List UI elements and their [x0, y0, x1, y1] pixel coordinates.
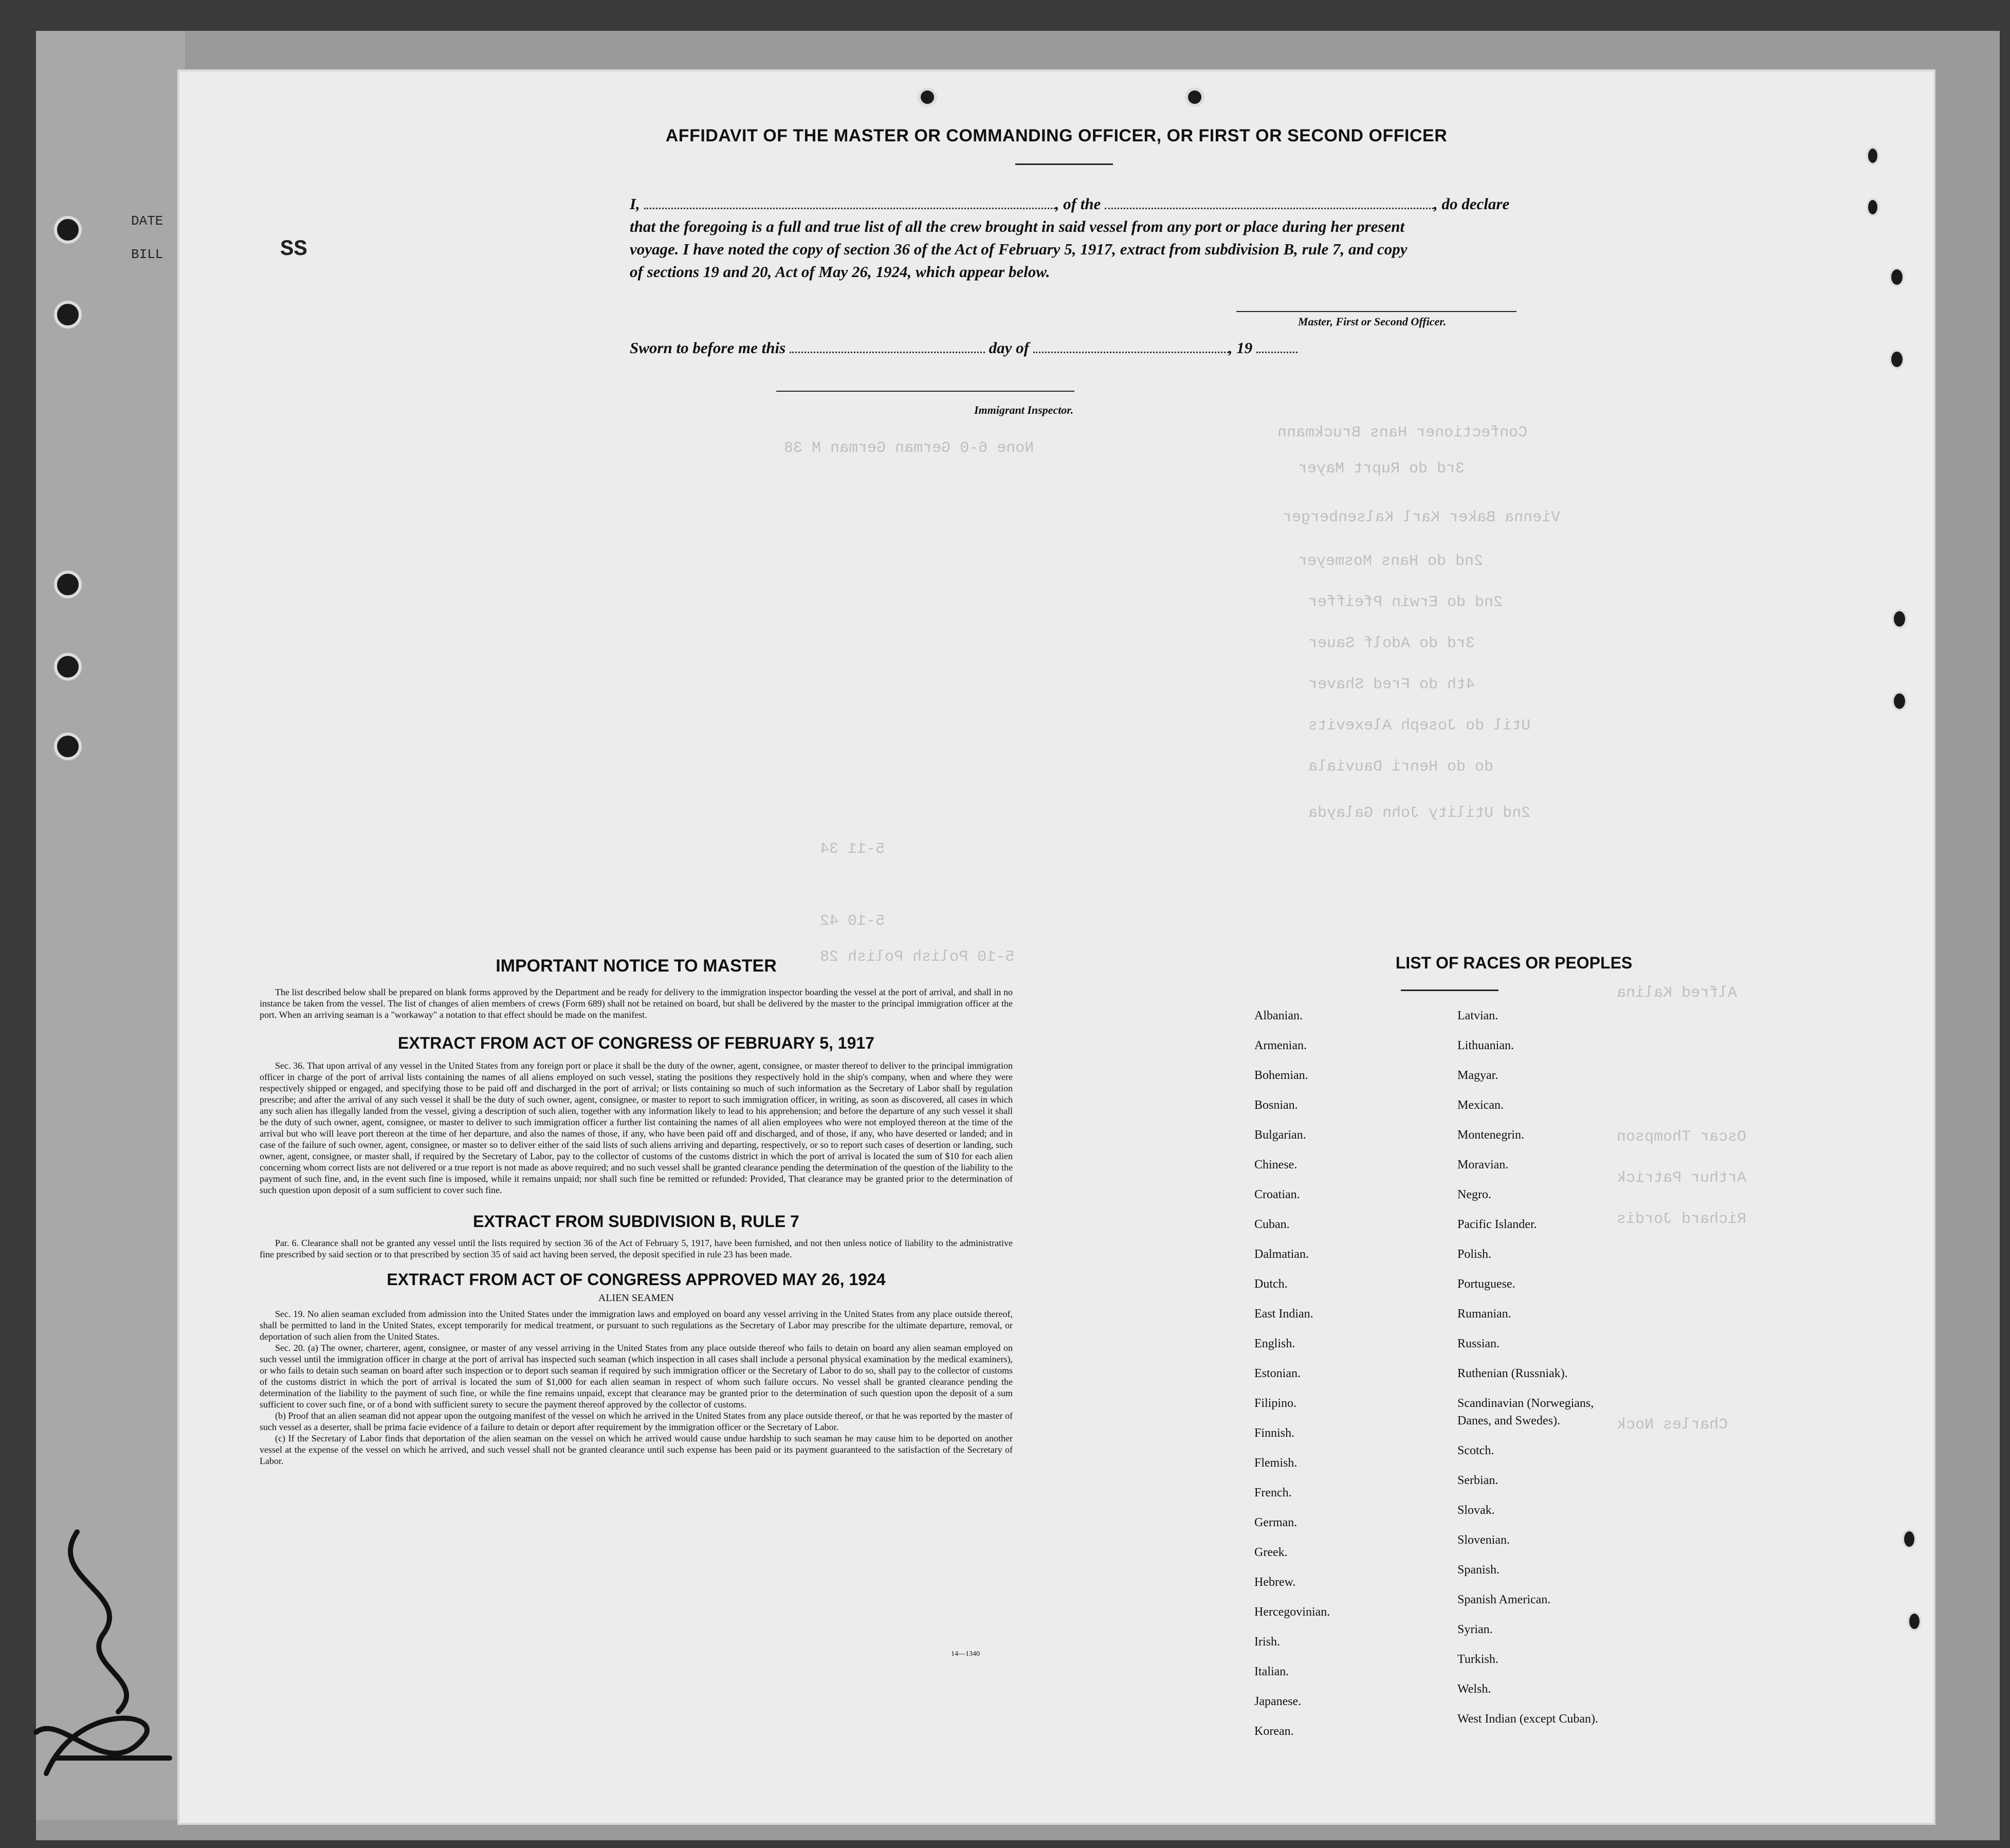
- race-item: Turkish.: [1457, 1653, 1499, 1666]
- sworn-year-blank[interactable]: [1256, 350, 1298, 353]
- race-item: Croatian.: [1254, 1188, 1300, 1201]
- race-item: Irish.: [1254, 1635, 1280, 1649]
- race-item: Scotch.: [1457, 1444, 1494, 1457]
- race-item: Ruthenian (Russniak).: [1457, 1367, 1568, 1380]
- race-item: Moravian.: [1457, 1158, 1509, 1172]
- title-underline: [1015, 163, 1113, 165]
- notice-section: [260, 956, 1013, 1467]
- bleed-through-text: None 6-0 German German M 38: [784, 440, 1034, 457]
- edge-mark: [1889, 350, 1905, 369]
- punch-hole: [54, 653, 82, 681]
- race-item: Finnish.: [1254, 1426, 1295, 1440]
- edge-mark: [1866, 147, 1879, 165]
- declaration-line-4: of sections 19 and 20, Act of May 26, 1924, which appear below.: [630, 263, 1050, 281]
- race-item: Syrian.: [1457, 1623, 1493, 1636]
- race-item: Magyar.: [1457, 1069, 1499, 1082]
- race-item: Bosnian.: [1254, 1099, 1298, 1112]
- race-item: Dutch.: [1254, 1277, 1288, 1291]
- bleed-through-text: Vienna Baker Karl Kalsenberger: [1283, 509, 1561, 526]
- race-item: French.: [1254, 1486, 1292, 1499]
- race-item: Dalmatian.: [1254, 1248, 1309, 1261]
- bleed-through-text: 3rd do Ruprt Mayer: [1298, 460, 1465, 478]
- race-item: Pacific Islander.: [1457, 1218, 1537, 1231]
- edge-mark: [1902, 1529, 1916, 1549]
- punch-hole: [54, 733, 82, 760]
- race-item: Korean.: [1254, 1725, 1294, 1738]
- races-column-2: [1457, 1001, 1598, 1734]
- sworn-line: [630, 337, 1298, 359]
- bleed-through-text: Util do Joseph Alexevits: [1308, 717, 1531, 735]
- race-item: Slovak.: [1457, 1504, 1495, 1517]
- bleed-through-text: 4th do Fred Shaver: [1308, 676, 1475, 693]
- race-item: Montenegrin.: [1457, 1128, 1524, 1142]
- sworn-day-blank[interactable]: [790, 350, 985, 353]
- affidavit-page: [177, 69, 1935, 1825]
- inspector-signature-caption: Immigrant Inspector.: [974, 404, 1074, 416]
- sworn-month-blank[interactable]: [1033, 350, 1229, 353]
- declaration-line-2: that the foregoing is a full and true list of all the crew brought in said vessel from any port or place during her present: [630, 217, 1405, 235]
- day-of-label: day of: [989, 339, 1029, 357]
- race-item: Danes, and Swedes).: [1457, 1414, 1560, 1428]
- bleed-through-text: 5-10 Polish Polish 28: [820, 948, 1015, 966]
- handwriting-scribble: [15, 1516, 180, 1804]
- bleed-through-text: 2nd do Hans Mosmeyer: [1298, 553, 1484, 570]
- sec20b-body: (b) Proof that an alien seaman did not appear upon the outgoing manifest of the vessel on which he arrived in the United States from any place outside thereof, or that he was reported by the master of such vessel as a deserter, shall be prima facie evidence of a failure to detain or deport after requirement by the immigration officer or the Secretary of Labor.: [260, 1411, 1013, 1432]
- binding-hole: [1185, 87, 1204, 107]
- of-the-label: , of the: [1055, 195, 1101, 213]
- race-item: Greek.: [1254, 1546, 1288, 1559]
- left-strip-label-date: DATE: [131, 213, 163, 229]
- race-item: West Indian (except Cuban).: [1457, 1712, 1598, 1726]
- race-item: Spanish.: [1457, 1563, 1500, 1577]
- punch-hole: [54, 301, 82, 328]
- rule7-title: EXTRACT FROM SUBDIVISION B, RULE 7: [473, 1212, 799, 1231]
- edge-mark: [1892, 609, 1907, 629]
- bleed-through-text: do do Henri Dauviala: [1308, 758, 1494, 776]
- punch-hole: [54, 216, 82, 244]
- bleed-through-text: Confectioner Hans Bruckmann: [1277, 424, 1528, 442]
- notice-body: The list described below shall be prepared on blank forms approved by the Department and be ready for delivery to the immigration inspector boarding the vessel at the port of arrival, and shall in no instance be taken from the vessel. The list of changes of alien members of crews (Form 689) shall not be retained on board, but shall be delivered by the master to the principal immigration officer at the port. When an arriving seaman is a "workaway" a notation to that effect should be made on the manifest.: [260, 987, 1013, 1020]
- bleed-through-text: Charles Nock: [1617, 1416, 1728, 1434]
- race-item: Chinese.: [1254, 1158, 1298, 1172]
- race-item: Lithuanian.: [1457, 1039, 1514, 1052]
- race-item: Hercegovinian.: [1254, 1605, 1330, 1619]
- form-number: 14—1340: [951, 1650, 980, 1658]
- races-title-underline: [1401, 990, 1499, 991]
- race-item: Polish.: [1457, 1248, 1492, 1261]
- left-strip-label-bill: BILL: [131, 247, 163, 262]
- race-item: Spanish American.: [1457, 1593, 1551, 1606]
- bleed-through-text: 5-10 42: [820, 912, 885, 930]
- race-item: Bulgarian.: [1254, 1128, 1306, 1142]
- vessel-blank[interactable]: [1105, 206, 1434, 209]
- race-item: Flemish.: [1254, 1456, 1298, 1470]
- extract-1917-title: EXTRACT FROM ACT OF CONGRESS OF FEBRUARY 5, 1917: [398, 1034, 874, 1052]
- bleed-through-text: Arthur Patrick: [1617, 1169, 1747, 1187]
- rule7-body: Par. 6. Clearance shall not be granted any vessel until the lists required by section 36 of the Act of February 5, 1917, have been furnished, and not then unless notice of liability to the administrative fine prescribed by said section or to that prescribed by section 35 of said act having been served, the deposit specified in rule 23 has been made.: [260, 1238, 1013, 1259]
- edge-mark: [1907, 1612, 1922, 1631]
- race-item: Bohemian.: [1254, 1069, 1308, 1082]
- extract-1924-title: EXTRACT FROM ACT OF CONGRESS APPROVED MAY 26, 1924: [387, 1270, 886, 1289]
- race-item: Serbian.: [1457, 1474, 1499, 1487]
- bleed-through-text: Oscar Thompson: [1617, 1128, 1747, 1146]
- i-label: I,: [630, 195, 640, 213]
- race-item: Scandinavian (Norwegians,: [1457, 1397, 1594, 1410]
- race-item: Russian.: [1457, 1337, 1500, 1350]
- punch-hole: [54, 571, 82, 598]
- race-item: Cuban.: [1254, 1218, 1290, 1231]
- sec20a-body: Sec. 20. (a) The owner, charterer, agent, consignee, or master of any vessel arriving in the United States from any place outside thereof who fails to detain on board any alien seaman employed on such vessel until the immigration officer in charge at the port of arrival has inspected such seaman (which inspection in all cases shall include a personal physical examination by the medical examiners), or who fails to detain such seaman on board after such inspection or to deport such seaman if required by such immigration officer or the Secretary of Labor to do so, shall pay to the collector of customs of the customs district in which the port of arrival is located the sum of $1,000 for each alien seaman in respect of whom such failure occurs. No vessel shall be granted clearance pending the determination of the liability to the payment of such fine, or while the fine remains unpaid, except that clearance may be granted prior to the determination of such question upon the deposit of a sum sufficient to cover such fine, or of a bond with sufficient surety to secure the payment thereof approved by the collector of customs.: [260, 1343, 1013, 1410]
- name-blank[interactable]: [644, 206, 1055, 209]
- alien-seamen-subtitle: ALIEN SEAMEN: [598, 1292, 674, 1304]
- race-item: Hebrew.: [1254, 1576, 1296, 1589]
- bleed-through-text: 5-11 34: [820, 840, 885, 858]
- race-item: Armenian.: [1254, 1039, 1307, 1052]
- race-item: Negro.: [1457, 1188, 1491, 1201]
- sworn-label: Sworn to before me this: [630, 339, 786, 357]
- sec19-body: Sec. 19. No alien seaman excluded from admission into the United States under the immigration laws and employed on board any vessel arriving in the United States from any place outside thereof, shall be permitted to land in the United States, except temporarily for medical treatment, or pursuant to such regulations as the Secretary of Labor may prescribe for the ultimate departure, removal, or deportation of such alien from the United States.: [260, 1309, 1013, 1342]
- race-item: Portuguese.: [1457, 1277, 1515, 1291]
- declaration-line-3: voyage. I have noted the copy of section 36 of the Act of February 5, 1917, extract from subdivision B, rule 7, and copy: [630, 240, 1408, 258]
- bleed-through-text: 2nd do Erwin Pfeiffer: [1308, 594, 1503, 611]
- race-item: Japanese.: [1254, 1695, 1302, 1708]
- declaration-paragraph: [630, 193, 1753, 283]
- bleed-through-text: 3rd do Adolf Sauer: [1308, 635, 1475, 652]
- edge-mark: [1889, 267, 1905, 287]
- notice-title: IMPORTANT NOTICE TO MASTER: [496, 956, 777, 976]
- race-item: Latvian.: [1457, 1009, 1499, 1022]
- race-item: Mexican.: [1457, 1099, 1504, 1112]
- inspector-signature-line[interactable]: [776, 391, 1074, 392]
- race-item: Estonian.: [1254, 1367, 1301, 1380]
- race-item: East Indian.: [1254, 1307, 1313, 1321]
- race-item: Filipino.: [1254, 1397, 1297, 1410]
- year-prefix: , 19: [1228, 339, 1253, 357]
- races-column-1: [1254, 1001, 1330, 1746]
- bleed-through-text: Richard Jordis: [1617, 1211, 1747, 1228]
- race-item: Slovenian.: [1457, 1533, 1510, 1547]
- sec20c-body: (c) If the Secretary of Labor finds that deportation of the alien seaman on the vessel on which he arrived would cause undue hardship to such seaman he may cause him to be deported on another vessel at the expense of the vessel on which he arrived, and such vessel shall not be granted clearance until such expense has been paid or its payment guaranteed to the satisfaction of the Secretary of Labor.: [260, 1433, 1013, 1466]
- race-item: German.: [1254, 1516, 1298, 1529]
- race-item: Welsh.: [1457, 1682, 1491, 1696]
- bleed-through-text: Alfred Kalina: [1617, 984, 1738, 1002]
- races-title: LIST OF RACES OR PEOPLES: [1395, 954, 1633, 972]
- edge-mark: [1892, 691, 1907, 711]
- extract-1917-body: Sec. 36. That upon arrival of any vessel in the United States from any foreign port or place it shall be the duty of the owner, agent, consignee, or master thereof to deliver to the principal immigration officer in charge of the port of arrival lists containing the names of all aliens employed on such vessel, stating the positions they respectively hold in the ship's company, when and where they were respectively shipped or engaged, and specifying those to be paid off and discharged in the port of arrival; or lists containing so much of such information as the Secretary of Labor shall by regulation prescribe; and after the arrival of any such vessel it shall be the duty of such owner, agent, consignee, or master to report to such immigration officer, in writing, as soon as discovered, all cases in which any such alien has illegally landed from the vessel, giving a description of such alien, together with any information likely to lead to his apprehension; and before the departure of any such vessel it shall be the duty of such owner, agent, consignee, or master to deliver to such immigration officer a further list containing the names of all alien employees who were not employed thereon at the time of the arrival but who will leave port thereon at the time of her departure, and also the names of those, if any, who have been paid off and discharged, and of those, if any, who have deserted or landed; and in case of the failure of such owner, agent, consignee, or master so to deliver either of the said lists of such aliens arriving and departing, respectively, or so to report such cases of desertion or landing, such owner, agent, consignee, or master shall, if required by the Secretary of Labor, pay to the collector of customs of the customs district in which the port of arrival is located the sum of $10 for each alien concerning whom correct lists are not delivered or a true report is not made as above required; and no such vessel shall be granted clearance pending the determination of the question of the liability to the payment of such fine, and, in the event such fine is imposed, while it remains unpaid; nor shall such fine be remitted or refunded: Provided, That clearance may be granted prior to the determination of such question upon deposit of a sum sufficient to cover such fine.: [260, 1060, 1013, 1195]
- race-item: Albanian.: [1254, 1009, 1303, 1022]
- master-signature-line[interactable]: [1236, 311, 1516, 312]
- race-item: English.: [1254, 1337, 1295, 1350]
- binding-hole: [918, 87, 937, 107]
- affidavit-title: AFFIDAVIT OF THE MASTER OR COMMANDING OFFICER, OR FIRST OR SECOND OFFICER: [665, 126, 1448, 145]
- master-signature-caption: Master, First or Second Officer.: [1298, 315, 1447, 328]
- race-item: Italian.: [1254, 1665, 1289, 1678]
- bleed-through-text: 2nd Utility John Galayda: [1308, 804, 1531, 822]
- do-declare-label: , do declare: [1434, 195, 1510, 213]
- stamp-mark: SS: [280, 236, 307, 262]
- edge-mark: [1866, 198, 1879, 216]
- race-item: Rumanian.: [1457, 1307, 1511, 1321]
